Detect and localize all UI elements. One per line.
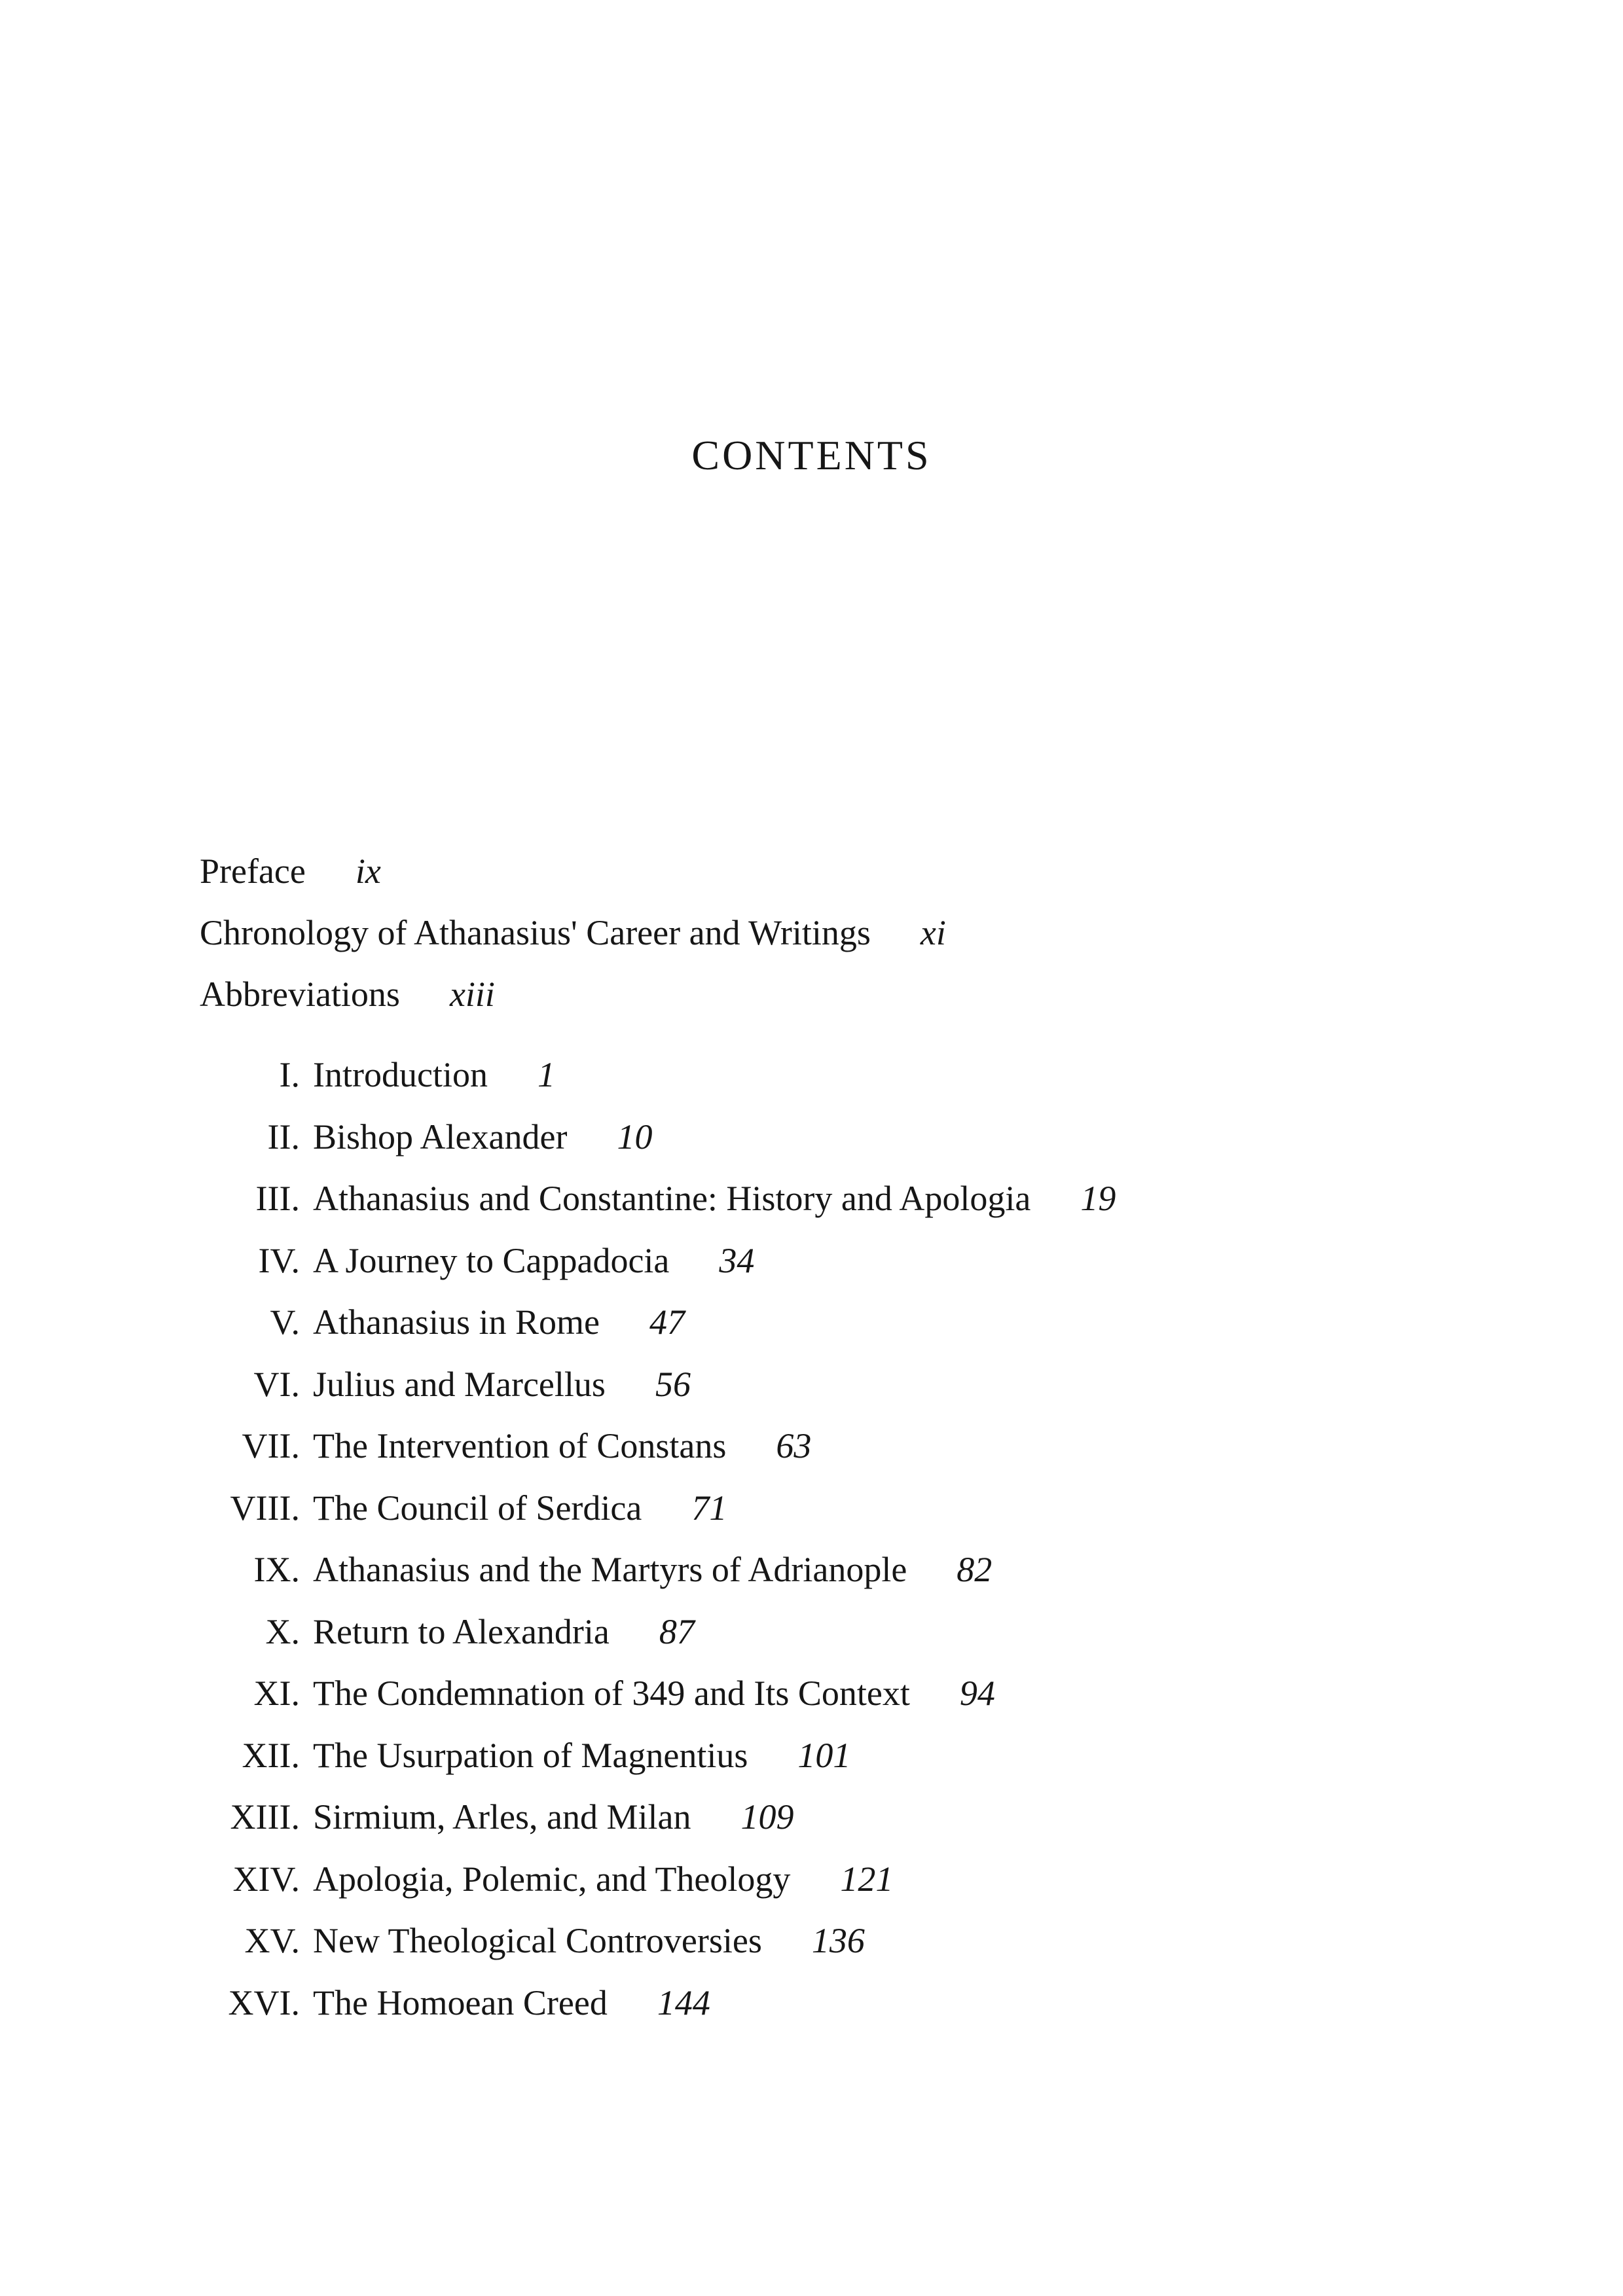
chapter-title: Sirmium, Arles, and Milan	[313, 1797, 691, 1837]
page-number: 136	[811, 1921, 865, 1960]
chapter-title: The Condemnation of 349 and Its Context	[313, 1674, 910, 1713]
chapter-entry	[196, 1601, 1506, 1663]
chapter-numeral: X.	[265, 1611, 300, 1651]
page-number: 19	[1080, 1179, 1116, 1218]
chapter-entry	[196, 1415, 1506, 1477]
chapter-numeral: XI.	[253, 1674, 300, 1713]
chapter-entry	[196, 1477, 1506, 1539]
chapter-numeral: XIII.	[230, 1797, 300, 1837]
chapter-entry	[196, 1725, 1506, 1787]
chapter-numeral: XV.	[244, 1921, 300, 1960]
front-matter-entry	[200, 902, 1509, 963]
chapter-entry	[196, 1354, 1506, 1416]
chapter-numeral: IX.	[253, 1550, 300, 1589]
chapter-title: Athanasius and the Martyrs of Adrianople	[313, 1550, 907, 1589]
chapter-title: Return to Alexandria	[313, 1611, 610, 1651]
page-number: 121	[840, 1859, 894, 1899]
chapter-numeral: XVI.	[228, 1982, 300, 2022]
page-number: 71	[691, 1488, 727, 1528]
page-number: 82	[957, 1550, 993, 1589]
chapter-entry	[196, 1230, 1506, 1292]
chapter-entry	[196, 1106, 1506, 1168]
chapter-title: The Usurpation of Magnentius	[313, 1735, 748, 1775]
front-matter-list	[200, 840, 1509, 1025]
chapter-numeral: XIV.	[232, 1859, 300, 1899]
page-number: 1	[537, 1055, 555, 1094]
chapter-title: Apologia, Polemic, and Theology	[313, 1859, 791, 1899]
chapter-numeral: III.	[255, 1179, 300, 1218]
chapter-title: Athanasius and Constantine: History and Apologia	[313, 1179, 1031, 1218]
chapter-numeral: V.	[270, 1302, 300, 1342]
chapter-title: New Theological Controversies	[313, 1921, 762, 1960]
chapter-title: Bishop Alexander	[313, 1117, 568, 1157]
chapter-title: The Council of Serdica	[313, 1488, 642, 1528]
page-title: CONTENTS	[691, 432, 932, 478]
entry-title: Chronology of Athanasius' Career and Writings	[200, 913, 871, 952]
page-number: xiii	[449, 975, 495, 1014]
chapter-numeral: II.	[267, 1117, 300, 1157]
chapter-numeral: VI.	[253, 1364, 300, 1404]
page-number: 10	[617, 1117, 653, 1157]
chapter-entry	[196, 1786, 1506, 1848]
chapter-numeral: VII.	[242, 1426, 300, 1465]
chapter-numeral: IV.	[258, 1240, 300, 1280]
chapter-numeral: XII.	[242, 1735, 300, 1775]
chapter-title: Julius and Marcellus	[313, 1364, 606, 1404]
chapter-numeral: I.	[279, 1055, 300, 1094]
entry-title: Preface	[200, 852, 306, 891]
page-number: 34	[719, 1240, 755, 1280]
entry-title: Abbreviations	[200, 975, 400, 1014]
chapter-entry	[196, 1539, 1506, 1601]
page-number: 56	[655, 1364, 691, 1404]
page-number: 144	[657, 1982, 710, 2022]
chapter-title: A Journey to Cappadocia	[313, 1240, 670, 1280]
page-number: 94	[959, 1674, 995, 1713]
chapter-numeral: VIII.	[230, 1488, 300, 1528]
chapter-entry	[196, 1848, 1506, 1910]
page-number: ix	[355, 852, 381, 891]
chapter-list	[196, 1044, 1506, 2034]
front-matter-entry	[200, 840, 1509, 902]
page-number: 109	[740, 1797, 794, 1837]
chapter-entry	[196, 1910, 1506, 1972]
chapter-title: The Homoean Creed	[313, 1982, 608, 2022]
chapter-entry	[196, 1168, 1506, 1230]
chapter-title: Introduction	[313, 1055, 488, 1094]
chapter-entry	[196, 1044, 1506, 1106]
page-number: xi	[920, 913, 946, 952]
page-number: 101	[797, 1735, 851, 1775]
page-number: 47	[649, 1302, 685, 1342]
chapter-title: Athanasius in Rome	[313, 1302, 600, 1342]
chapter-entry	[196, 1972, 1506, 2034]
front-matter-entry	[200, 963, 1509, 1025]
chapter-entry	[196, 1291, 1506, 1354]
chapter-entry	[196, 1662, 1506, 1725]
page-number: 63	[776, 1426, 812, 1465]
page-number: 87	[659, 1611, 695, 1651]
chapter-title: The Intervention of Constans	[313, 1426, 727, 1465]
